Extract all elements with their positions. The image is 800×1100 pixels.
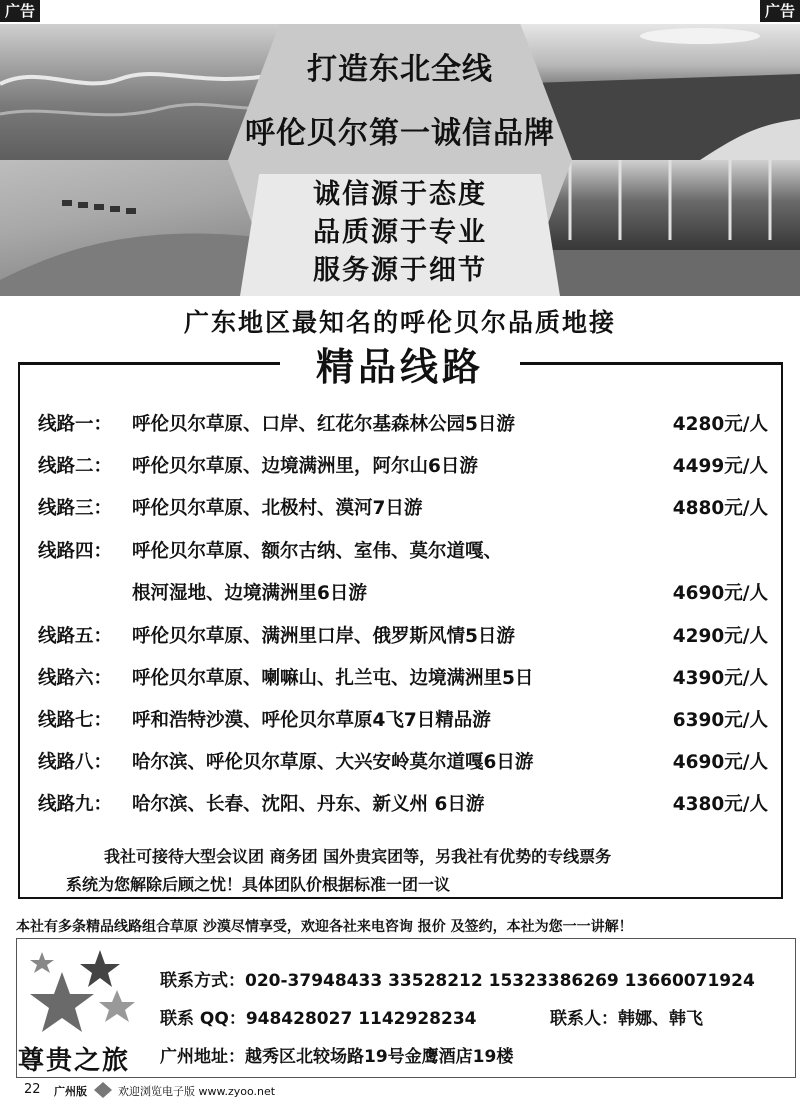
note-line-1: 我社可接待大型会议团 商务团 国外贵宾团等，另我社有优势的专线票务 (104, 847, 612, 866)
route-row (38, 706, 768, 736)
route-price: 4499元/人 (672, 456, 768, 477)
route-desc: 呼伦贝尔草原、口岸、红花尔基森林公园5日游 (132, 414, 515, 435)
route-row (38, 537, 768, 567)
motto-line-2: 品质源于专业 (313, 217, 487, 248)
page-number: 22 (24, 1082, 41, 1097)
route-name: 线路七： (38, 710, 113, 731)
route-price: 4690元/人 (672, 583, 768, 604)
slogan-line-2: 呼伦贝尔第一诚信品牌 (245, 116, 555, 151)
website-link[interactable]: 欢迎浏览电子版 www.zyoo.net (118, 1085, 276, 1098)
contact-address: 广州地址：越秀区北较场路19号金鹰酒店19楼 (160, 1047, 514, 1067)
magazine-logo-icon (94, 1082, 112, 1098)
route-name: 线路二： (38, 456, 113, 477)
route-price: 4390元/人 (672, 668, 768, 689)
promo-text: 本社有多条精品线路组合草原 沙漠尽情享受，欢迎各社来电咨询 报价 及签约，本社为您一一讲解！ (16, 919, 633, 935)
page-footer (0, 1082, 800, 1100)
route-price: 4280元/人 (672, 414, 768, 435)
route-desc: 哈尔滨、长春、沈阳、丹东、新义州 6日游 (132, 794, 485, 815)
route-desc: 根河湿地、边境满洲里6日游 (132, 583, 367, 604)
ad-label-left: 广告 (0, 0, 40, 22)
route-name: 线路九： (38, 794, 113, 815)
slogan-line-1: 打造东北全线 (307, 52, 493, 87)
stars-logo-icon (22, 942, 142, 1042)
ad-label-right: 广告 (760, 0, 800, 22)
note-line-2: 系统为您解除后顾之忧！具体团队价根据标准一团一议 (66, 875, 451, 894)
route-name: 线路六： (38, 668, 113, 689)
banner (0, 24, 800, 296)
route-row (38, 452, 768, 482)
route-row (38, 410, 768, 440)
route-name: 线路一： (38, 414, 113, 435)
contact-qq: 联系 QQ：948428027 1142928234 (160, 1009, 477, 1029)
route-name: 线路四： (38, 541, 113, 562)
route-price: 4380元/人 (672, 794, 768, 815)
route-row (38, 579, 768, 609)
route-price: 4880元/人 (672, 498, 768, 519)
routes-title: 精品线路 (315, 345, 484, 389)
route-desc: 呼伦贝尔草原、边境满洲里，阿尔山6日游 (132, 456, 478, 477)
route-price: 4690元/人 (672, 752, 768, 773)
route-desc: 呼伦贝尔草原、北极村、漠河7日游 (132, 498, 423, 519)
route-name: 线路五： (38, 626, 113, 647)
route-name: 线路三： (38, 498, 113, 519)
route-price: 4290元/人 (672, 626, 768, 647)
contact-phone: 联系方式：020-37948433 33528212 15323386269 13660071924 (160, 971, 755, 991)
route-desc: 呼伦贝尔草原、满洲里口岸、俄罗斯风情5日游 (132, 626, 515, 647)
route-row (38, 790, 768, 820)
route-desc: 呼伦贝尔草原、喇嘛山、扎兰屯、边境满洲里5日 (132, 668, 534, 689)
brand-name: 尊贵之旅 (18, 1046, 131, 1076)
motto-line-3: 服务源于细节 (313, 255, 487, 286)
motto-line-1: 诚信源于态度 (313, 179, 487, 210)
route-desc: 哈尔滨、呼伦贝尔草原、大兴安岭莫尔道嘎6日游 (132, 752, 534, 773)
headline: 广东地区最知名的呼伦贝尔品质地接 (183, 308, 616, 337)
route-row (38, 664, 768, 694)
route-price: 6390元/人 (672, 710, 768, 731)
route-row (38, 494, 768, 524)
route-row (38, 748, 768, 778)
contact-person: 联系人：韩娜、韩飞 (550, 1009, 703, 1029)
route-desc: 呼伦贝尔草原、额尔古纳、室伟、莫尔道嘎、 (132, 541, 503, 562)
route-desc: 呼和浩特沙漠、呼伦贝尔草原4飞7日精品游 (132, 710, 491, 731)
route-row (38, 622, 768, 652)
route-name: 线路八： (38, 752, 113, 773)
edition-label: 广州版 (54, 1085, 87, 1098)
